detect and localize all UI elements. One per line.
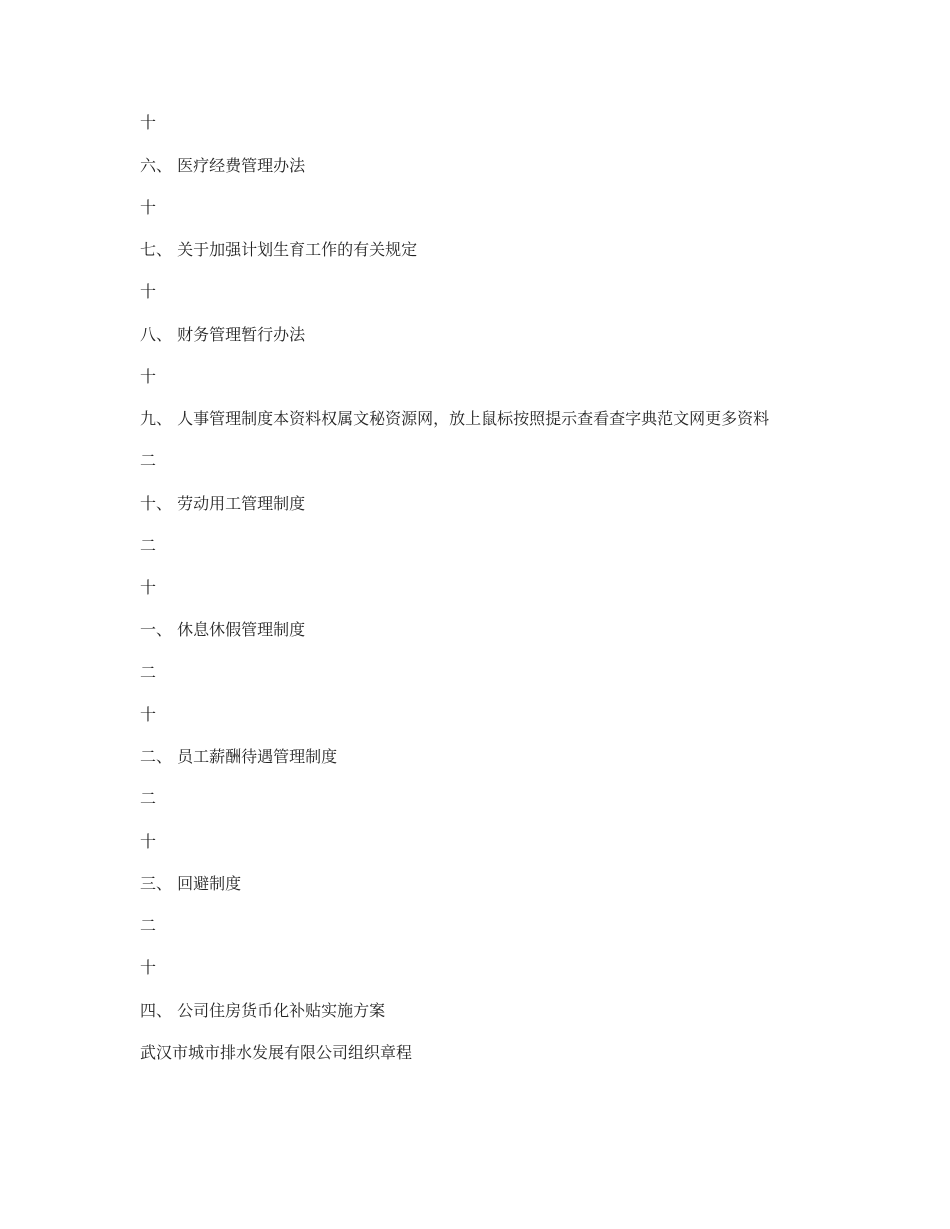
text-line: 十 [140,578,157,597]
text-line: 四、 公司住房货币化补贴实施方案 [140,1001,386,1020]
text-line: 二 [140,663,157,682]
text-line: 二 [140,536,157,555]
text-line: 二 [140,451,157,470]
text-line: 十 [140,832,157,851]
text-line: 武汉市城市排水发展有限公司组织章程 [140,1043,413,1062]
text-line: 十 [140,113,157,132]
text-line: 二 [140,789,157,808]
text-line: 十 [140,705,157,724]
text-line: 十 [140,958,157,977]
text-line: 十、 劳动用工管理制度 [140,494,306,513]
text-line: 七、 关于加强计划生育工作的有关规定 [140,240,418,259]
text-line: 十 [140,198,157,217]
text-line: 二、 员工薪酬待遇管理制度 [140,747,338,766]
text-line: 一、 休息休假管理制度 [140,620,306,639]
text-line: 三、 回避制度 [140,874,242,893]
text-line: 十 [140,367,157,386]
text-line: 六、 医疗经费管理办法 [140,156,306,175]
text-line: 八、 财务管理暂行办法 [140,325,306,344]
text-line: 二 [140,916,157,935]
text-line: 十 [140,282,157,301]
text-line: 九、 人事管理制度本资料权属文秘资源网，放上鼠标按照提示查看查字典范文网更多资料 [140,409,770,428]
